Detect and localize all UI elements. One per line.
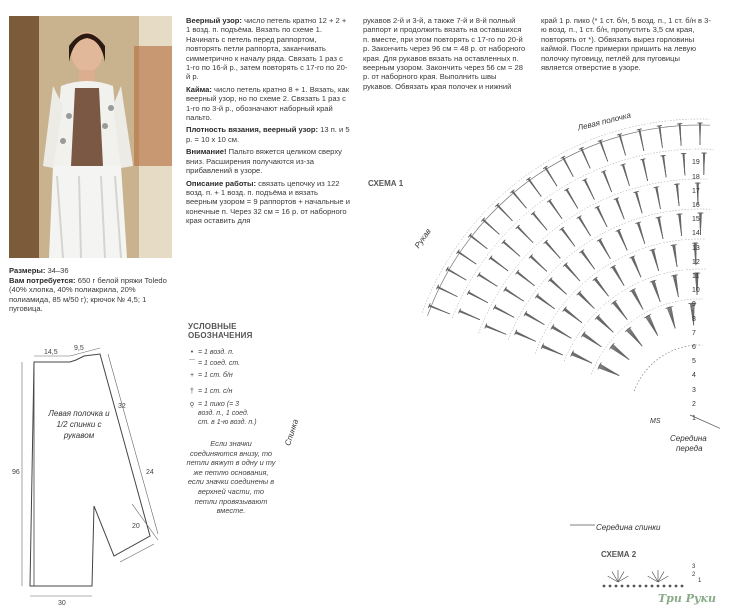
schema1-row-number: 2 — [692, 400, 696, 408]
fan-pattern-label: Веерный узор: — [186, 16, 242, 25]
legend-item — [186, 349, 234, 357]
schema1-row-number: 8 — [692, 315, 696, 323]
schema1-row-number: 3 — [692, 386, 696, 394]
fan-motif — [571, 141, 590, 168]
fan-motif — [613, 158, 631, 185]
chain-stitch — [615, 585, 618, 588]
materials-block — [9, 276, 174, 314]
schema1-row-number: 10 — [692, 287, 700, 295]
fan-motif — [494, 232, 520, 256]
legend-item — [186, 401, 239, 409]
fan-motif — [653, 150, 672, 177]
chain-stitch — [639, 585, 642, 588]
legend-title-line1: УСЛОВНЫЕ — [188, 322, 237, 331]
fan-motif — [517, 303, 544, 324]
fan-pattern-text: число петель кратно 12 + 2 + 1 возд. п. подъёма. Вязать по схеме 1. Начинать с петель перед раппортом, повторять петли раппорта, заканчивать симметрично к началу ряда. Связать 1 раз с 1-го по 16-й р., затем повторять с 17-го по 20-й р. — [186, 16, 348, 82]
dim-length: 96 — [12, 469, 20, 476]
schema1-row-number: 12 — [692, 258, 700, 266]
fan-motif — [564, 343, 592, 363]
sizes-value: 34–36 — [47, 266, 69, 275]
fan-motif — [569, 209, 591, 236]
legend-text: ст. в 1-ю возд. п.) — [198, 419, 257, 426]
fan-motif — [590, 134, 608, 161]
chain-stitch — [621, 585, 624, 588]
fan-motif — [541, 270, 567, 294]
legend-text: = 1 ст. с/н — [198, 388, 233, 395]
pattern-schematic — [8, 344, 178, 606]
fan-motif — [474, 210, 499, 234]
fan-motif — [608, 223, 627, 250]
fan-motif — [658, 301, 679, 329]
fan-motif — [487, 297, 514, 317]
fan-motif — [642, 243, 661, 270]
fan-motif — [585, 270, 609, 296]
fan-motif — [555, 255, 579, 281]
fan-motif — [648, 212, 667, 239]
chain-stitch — [645, 585, 648, 588]
label-front-middle-1: Середина — [670, 434, 707, 443]
fan-motif — [422, 296, 449, 314]
schema1-row-number: 16 — [692, 202, 700, 209]
fan-motif — [593, 164, 611, 191]
fan-motif — [642, 274, 661, 302]
fan-motif — [670, 119, 689, 145]
fan-motif — [521, 247, 546, 272]
fan-motif — [669, 209, 688, 236]
chain-stitch — [627, 585, 630, 588]
schema1-chart — [280, 105, 720, 550]
fan-motif — [552, 220, 575, 246]
chain-stitch — [669, 585, 672, 588]
model-photo — [9, 16, 172, 258]
schema1-title: СХЕМА 1 — [368, 179, 404, 188]
instructions-column-4 — [541, 16, 711, 72]
fan-motif — [629, 124, 647, 151]
fan-motif — [628, 216, 646, 244]
density-text: 13 п. и 5 р. = 10 х 10 см. — [186, 125, 350, 144]
fan-motif — [439, 259, 466, 280]
fan-motif — [461, 282, 488, 302]
chain-stitch — [657, 585, 660, 588]
schema1-outer-edge — [427, 125, 710, 316]
schema1-row-number: 17 — [692, 187, 700, 195]
dim-bottom: 30 — [58, 600, 66, 606]
fan-motif — [606, 192, 624, 220]
fan-motif — [450, 242, 477, 264]
label-ms: MS — [650, 418, 661, 425]
fan-motif — [674, 149, 693, 175]
fan-motif — [574, 324, 601, 347]
fan-motif — [479, 316, 506, 335]
schema1-row-number: 14 — [692, 230, 700, 238]
description-text: связать цепочку из 122 возд. п. + 1 возд. п. подъёма и вязать веерным узором = 9 раппортов + начальные и конечные п. Через 32 см = 16 р. от наборного края оставить для — [186, 178, 350, 226]
dim-sleeve-length: 32 — [118, 403, 126, 410]
legend-item — [198, 419, 257, 427]
schema1-row-number: 13 — [692, 244, 700, 252]
fan-motif — [589, 232, 610, 259]
chain-stitch — [675, 585, 678, 588]
fan-motif — [667, 179, 686, 206]
schema2-row-2: 2 — [692, 572, 696, 578]
schema1-row-number: 18 — [692, 173, 700, 181]
fan-motif — [603, 293, 627, 320]
fan-motif — [602, 335, 629, 359]
density-label: Плотность вязания, веерный узор: — [186, 125, 319, 135]
legend-text: = 1 возд. п. — [198, 349, 234, 356]
legend-note: Если значки соединяются внизу, то петли вяжут в одну и ту же петлю основания, если значки соединены в верхней части, то петли провязывают вместе. — [186, 439, 276, 516]
schema2-title: СХЕМА 2 — [601, 550, 637, 559]
fan-motif — [503, 182, 527, 208]
fan-motif — [622, 282, 643, 309]
chain-stitch — [603, 585, 606, 588]
materials-label: Вам потребуется: — [9, 276, 76, 285]
label-back-middle: Середина спинки — [596, 523, 661, 532]
fan-motif — [572, 243, 595, 270]
attention-text: Пальто вяжется целиком сверху вниз. Расширения получаются из-за прибавлений в узоре. — [186, 147, 342, 176]
instructions-column-3 — [363, 16, 526, 91]
schema2-row-1: 1 — [698, 578, 702, 584]
schema1-row-number: 6 — [692, 344, 696, 351]
fan-motif — [610, 128, 628, 155]
label-front-middle-2: переда — [676, 444, 703, 453]
label-left-shelf: Левая полочка — [576, 110, 632, 133]
dim-sleeve-seam: 24 — [146, 469, 154, 476]
col3-text: рукавов 2-й и 3-й, а также 7-й и 8-й полный раппорт и продолжить вязать на оставшихся п. вместе, при этом повторять с 17-го по 20-й р. Закончить через 96 см = 48 р. от наборного края. Для рукавов вязать на оставленных п. веерным узором. Закончить через 56 см = 28 р. от наборного края. Выполнить швы рукавов. Обвязать края полочек и нижний — [363, 16, 526, 91]
schema1-row-number: 11 — [692, 273, 700, 280]
label-back: Спинка — [283, 418, 301, 447]
attention-label: Внимание! — [186, 147, 227, 157]
fan-motif — [536, 233, 560, 259]
schema1-row-number: 9 — [692, 301, 696, 309]
schema1-row-number: 5 — [692, 358, 696, 366]
sizes-line — [9, 266, 174, 275]
edging-label: Кайма: — [186, 84, 212, 94]
fan-motif — [575, 172, 595, 199]
legend-text: = 1 пико (= 3 — [198, 401, 240, 408]
edging-text: число петель кратно 8 + 1. Вязать, как веерный узор, но по схеме 2. Связать 1 раз с 1-го по 3-й р., обозначают наборный край пальто. — [186, 84, 350, 123]
fan-motif — [482, 248, 508, 271]
fan-motif — [650, 121, 668, 148]
fan-motif — [557, 181, 578, 208]
fan-motif — [691, 119, 710, 145]
schema1-row-number: 15 — [692, 216, 700, 224]
fan-motif — [626, 186, 644, 213]
fan-motif — [471, 265, 498, 287]
fan-motif — [528, 286, 555, 309]
schema1-row-number: 7 — [692, 329, 696, 337]
slip-stitch-icon: ⌒ — [188, 360, 196, 367]
legend-title-line2: ОБОЗНАЧЕНИЯ — [188, 331, 253, 340]
fan-motif — [508, 262, 534, 285]
dim-shoulder: 9,5 — [74, 345, 84, 352]
schema1-row-number: 1 — [692, 415, 696, 422]
legend-item — [186, 360, 240, 368]
chain-stitch — [633, 585, 636, 588]
fan-pattern-paragraph — [186, 16, 350, 82]
schema1-row-number: 4 — [692, 372, 696, 380]
fan-motif — [587, 307, 613, 332]
chain-stitch — [609, 585, 612, 588]
fan-motif — [544, 316, 571, 338]
watermark: Три Руки — [658, 592, 716, 605]
legend-text: возд. п., 1 соед. — [198, 410, 249, 417]
pattern-label: Левая полочка и 1/2 спинки с рукавом — [48, 409, 110, 440]
fan-motif — [587, 199, 607, 226]
dim-neck: 14,5 — [44, 349, 58, 356]
legend-item — [186, 388, 232, 396]
legend-text: = 1 ст. б/н — [198, 372, 233, 379]
label-sleeve: Рукав — [412, 227, 433, 250]
description-label: Описание работы: — [186, 178, 257, 188]
schema2-row-3: 3 — [692, 564, 696, 570]
sizes-label: Размеры: — [9, 266, 46, 275]
col4-text: край 1 р. пико (* 1 ст. б/н, 5 возд. п., 1 ст. б/н в 3-ю возд. п., 1 ст. б/н, пропустить 3,5 см края, повторять от *). Обвязать вырез горловины каймой. После примерки пришить на левую полочку пуговицу, петлёй для пуговицы является отверстие в узоре. — [541, 16, 711, 73]
fan-motif — [591, 355, 619, 376]
legend-item — [186, 372, 233, 380]
chain-symbol-icon: • — [190, 349, 194, 356]
materials-text: 650 г белой пряжи Toledo (40% хлопка, 40% полиакрила, 20% полиамида, 85 м/50 г); крючок № 4,5; 1 пуговица. — [9, 276, 167, 314]
legend-item — [198, 410, 249, 418]
single-crochet-icon: + — [189, 372, 195, 379]
fan-motif — [569, 283, 594, 308]
fan-motif — [603, 258, 625, 285]
fan-motif — [622, 250, 641, 278]
fan-motif — [555, 299, 581, 323]
fan-motif — [646, 182, 665, 209]
fan-motif — [497, 279, 524, 301]
dim-cuff: 20 — [132, 523, 140, 530]
chain-stitch — [681, 585, 684, 588]
legend-title — [188, 322, 253, 340]
schema1-row-number: 19 — [692, 159, 700, 167]
fan-motif — [663, 240, 683, 267]
chain-stitch — [651, 585, 654, 588]
fan-motif — [664, 270, 684, 297]
fan-motif — [539, 192, 562, 219]
schema2-fan — [648, 570, 669, 582]
fan-motif — [633, 154, 651, 181]
fan-motif — [508, 218, 533, 243]
fan-motif — [535, 159, 557, 186]
fan-motif — [636, 308, 658, 336]
double-crochet-icon: † — [190, 388, 194, 395]
fan-motif — [523, 204, 547, 230]
fan-motif — [508, 322, 535, 341]
fan-motif — [452, 301, 479, 320]
picot-icon: ǫ — [190, 401, 194, 408]
fan-motif — [617, 320, 642, 347]
fan-motif — [488, 196, 513, 221]
schema2-fan — [608, 570, 629, 582]
fan-motif — [535, 336, 563, 355]
legend-text: = 1 соед. ст. — [198, 360, 241, 367]
chain-stitch — [663, 585, 666, 588]
schema1-base-chain — [634, 345, 702, 391]
